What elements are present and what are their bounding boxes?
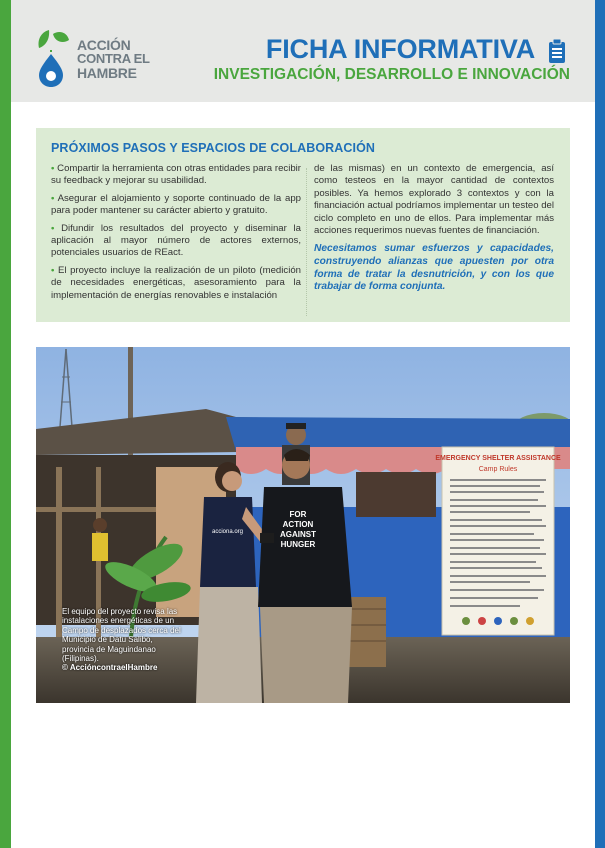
next-steps-column-1 [51,163,301,307]
left-accent-bar [0,0,11,848]
shirt-text-line: FOR [289,510,307,519]
bullet-icon: • [51,222,55,234]
photo-caption [62,607,184,673]
clipboard-icon [548,38,566,64]
bullet-icon: • [51,264,55,276]
organization-logo [35,28,155,90]
page-title: FICHA INFORMATIVA [265,34,535,64]
logo-wordmark [77,38,150,80]
next-steps-heading: PRÓXIMOS PASOS Y ESPACIOS DE COLABORACIÓN [51,141,376,155]
sign-title: EMERGENCY SHELTER ASSISTANCE [435,455,561,462]
page-subtitle: INVESTIGACIÓN, DESARROLLO E INNOVACIÓN [213,66,570,83]
sign-subtitle: Camp Rules [478,466,518,473]
shirt-text-line: ACTION [282,520,314,529]
shirt-text-line: HUNGER [280,540,316,549]
page-header [11,0,595,102]
shirt-text-line: AGAINST [280,530,316,539]
list-item: • Compartir la herramienta con otras entidades para recibir su feedback y mejorar su usabilidad. [51,163,302,187]
caption-text: El equipo del proyecto revisa las instalaciones energéticas de un Campo de desplazados cerca del Municipio de Datu Salibo, provincia de Maguindanao (Filipinas). [62,607,181,664]
blue-tarp-roof [226,417,570,451]
man-figure [258,449,352,703]
right-accent-bar [595,0,605,848]
next-steps-box [36,128,570,322]
continuation-text: de las mismas) en un contexto de emergencia, así como testeos en la mayor cantidad de contextos posibles. Ya hemos explorado 3 contextos y con la financiación actual podríamos implementar un testeo del ciclo completo en uno de ellos. Para implementar más acciones requerimos nuevas fuentes de financiación. [314,163,554,237]
list-item: • El proyecto incluye la realización de un piloto (medición de necesidades energéticas, asesoramiento para la implementación de energías renovables e instalación [51,264,301,301]
bullet-icon: • [51,192,55,204]
bullet-icon: • [51,163,55,174]
logo-line-1: ACCIÓN [77,37,131,53]
logo-line-3: HAMBRE [77,65,137,81]
next-steps-column-2 [314,163,554,299]
list-item: • Difundir los resultados del proyecto y diseminar la aplicación al mayor número de actores externos, potenciales usuarios de REact. [51,222,301,259]
column-divider [306,168,307,316]
child-figure [92,518,108,561]
list-item: • Asegurar el alojamiento y soporte continuado de la app para poder mantener su carácter abierto y gratuito. [51,192,301,217]
photo-credit: © AccióncontraelHambre [62,663,158,673]
call-to-action: Necesitamos sumar esfuerzos y capacidades, construyendo alianzas que apuesten por otra forma de tratar la desnutrición, y con los que trabajar de forma conjunta. [314,243,554,293]
shirt-logo-text: acciona.org [212,529,244,535]
logo-line-2: CONTRA EL [77,51,150,66]
field-photo [36,347,570,703]
logo-leaf-drop-icon [35,28,75,90]
camp-rules-sign [435,447,561,635]
